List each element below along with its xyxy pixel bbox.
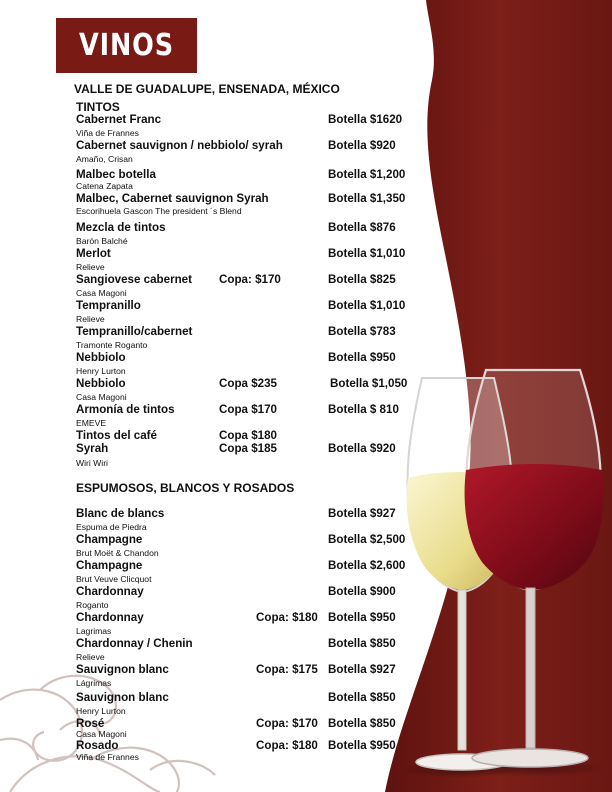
region-heading: VALLE DE GUADALUPE, ENSENADA, MÉXICO — [74, 82, 340, 96]
wine-producer: Casa Magoni — [76, 288, 127, 298]
wine-name: Malbec, Cabernet sauvignon Syrah — [76, 192, 269, 205]
wine-name: Sangiovese cabernet — [76, 273, 192, 286]
wine-price: Botella $950 — [328, 351, 396, 364]
wine-name: Merlot — [76, 247, 111, 260]
wine-producer: Tramonte Roganto — [76, 340, 148, 350]
wine-glass-price: Copa: $175 — [256, 663, 318, 676]
wine-price: Botella $1,200 — [328, 168, 406, 181]
wine-name: Champagne — [76, 533, 143, 546]
wine-name: Champagne — [76, 559, 143, 572]
wine-producer: Relieve — [76, 652, 105, 662]
wine-price: Botella $927 — [328, 507, 396, 520]
wine-producer: EMEVE — [76, 418, 107, 428]
wine-price: Botella $900 — [328, 585, 396, 598]
wine-glass-price: Copa $170 — [219, 403, 277, 416]
wine-price: Botella $950 — [328, 611, 396, 624]
wine-name: Blanc de blancs — [76, 507, 165, 520]
wine-price: Botella $920 — [328, 139, 396, 152]
wine-producer: Escorihuela Gascon The president ´s Blend — [76, 206, 242, 216]
wine-producer: Henry Lurton — [76, 706, 126, 716]
wine-glass-price: Copa $235 — [219, 377, 277, 390]
wine-name: Tempranillo/cabernet — [76, 325, 193, 338]
wine-price: Botella $2,500 — [328, 533, 406, 546]
wine-name: Chardonnay — [76, 585, 144, 598]
wine-producer: Roganto — [76, 600, 109, 610]
wine-glass-price: Copa: $170 — [219, 273, 281, 286]
wine-price: Botella $950 — [328, 739, 396, 752]
wine-producer: Wiri Wiri — [76, 458, 108, 468]
wine-glass-price: Copa: $180 — [256, 611, 318, 624]
wine-price: Botella $1,350 — [328, 192, 406, 205]
wine-glass-price: Copa $180 — [219, 429, 277, 442]
wine-price: Botella $1,010 — [328, 247, 406, 260]
wine-price: Botella $825 — [328, 273, 396, 286]
section-tintos-heading: TINTOS — [76, 100, 120, 114]
wine-name: Sauvignon blanc — [76, 663, 169, 676]
wine-glass-price: Copa: $170 — [256, 717, 318, 730]
wine-price: Botella $850 — [328, 691, 396, 704]
wine-price: Botella $1,050 — [330, 377, 408, 390]
section-espumosos-heading: ESPUMOSOS, BLANCOS Y ROSADOS — [76, 481, 295, 495]
wine-name: Malbec botella — [76, 168, 156, 181]
wine-price: Botella $850 — [328, 637, 396, 650]
wine-name: Nebbiolo — [76, 377, 126, 390]
wine-producer: Catena Zapata — [76, 181, 133, 191]
wine-producer: Barón Balché — [76, 236, 128, 246]
wine-price: Botella $920 — [328, 442, 396, 455]
wine-price: Botella $1620 — [328, 113, 403, 126]
wine-name: Nebbiolo — [76, 351, 126, 364]
wine-producer: Lágrimas — [76, 678, 112, 688]
wine-producer: Relieve — [76, 314, 105, 324]
wine-producer: Casa Magoni — [76, 729, 127, 739]
wine-name: Syrah — [76, 442, 109, 455]
wine-producer: Viña de Frannes — [76, 128, 139, 138]
wine-name: Rosé — [76, 717, 105, 730]
wine-producer: Casa Magoni — [76, 392, 127, 402]
wine-producer: Henry Lurton — [76, 366, 126, 376]
wine-name: Tintos del café — [76, 429, 157, 442]
wine-price: Botella $2,600 — [328, 559, 406, 572]
wine-price: Botella $876 — [328, 221, 396, 234]
wine-name: Sauvignon blanc — [76, 691, 169, 704]
wine-name: Rosado — [76, 739, 119, 752]
wine-name: Chardonnay — [76, 611, 144, 624]
wine-name: Armonía de tintos — [76, 403, 175, 416]
wine-price: Botella $ 810 — [328, 403, 399, 416]
wine-producer: Relieve — [76, 262, 105, 272]
wine-name: Tempranillo — [76, 299, 141, 312]
wine-name: Cabernet Franc — [76, 113, 162, 126]
wine-price: Botella $783 — [328, 325, 396, 338]
wine-producer: Amaño, Crisan — [76, 154, 133, 164]
wine-price: Botella $1,010 — [328, 299, 406, 312]
title-banner — [56, 18, 197, 73]
page-title: VINOS — [79, 28, 174, 63]
wine-producer: Viña de Frannes — [76, 752, 139, 762]
wine-name: Cabernet sauvignon / nebbiolo/ syrah — [76, 139, 283, 152]
wine-price: Botella $850 — [328, 717, 396, 730]
wine-name: Chardonnay / Chenin — [76, 637, 193, 650]
wine-glass-price: Copa: $180 — [256, 739, 318, 752]
wine-producer: Brut Veuve Clicquot — [76, 574, 152, 584]
wine-price: Botella $927 — [328, 663, 396, 676]
wine-glass-price: Copa $185 — [219, 442, 277, 455]
wine-producer: Espuma de Piedra — [76, 522, 147, 532]
wine-producer: Lagrimas — [76, 626, 112, 636]
wine-name: Mezcla de tintos — [76, 221, 166, 234]
wine-producer: Brut Moët & Chandon — [76, 548, 159, 558]
